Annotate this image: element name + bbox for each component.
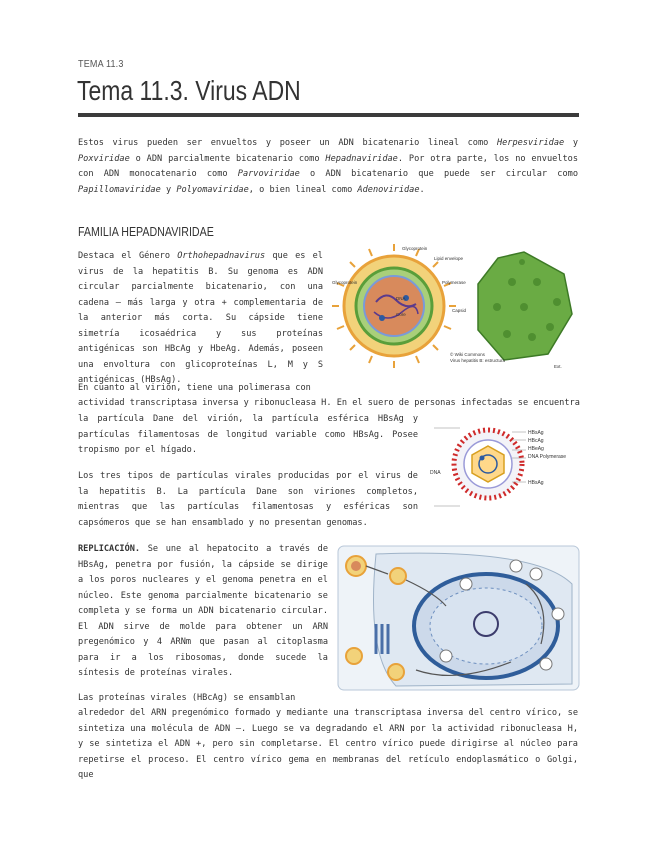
intro-paragraph — [78, 136, 578, 198]
p1-text-2: que es el virus de la hepatitis B. Su genoma es ADN circular parcialmente bicatenario, con una cadena – más larga y otra + complementaria de la anterior más corta. Su cápside tiene simetría icosaédrica y sus proteínas antigénicas son HBcAg y HbeAg. Además, poseen una envoltura con glicoproteínas L, M y S antigénicas (HBsAg). — [78, 251, 323, 385]
topic-label: TEMA 11.3 — [78, 58, 124, 70]
virion-label-6: DNA — [396, 296, 406, 301]
replication-text: Se une al hepatocito a través de HBsAg, penetra por fusión, la cápside se dirige a los poros nucleares y el genoma penetra en el núcleo. Este genoma parcialmente bicatenario se completa y se forma un ADN bicatenario circular. El ADN sirve de molde para obtener un ARN pregenómico y 4 ARNm que pasan al citoplasma para ir a los ribosomas, donde sucede la síntesis de proteínas virales. — [78, 544, 328, 678]
intro-text-5: o ADN bicatenario que puede ser circular como — [299, 169, 578, 179]
particle-label-6: HBsAg — [528, 480, 544, 486]
virion-label-7: Core — [396, 312, 406, 317]
intro-italic-6: Polyomaviridae — [176, 184, 249, 195]
intro-italic-7: Adenoviridae — [357, 184, 420, 195]
intro-text-7: , o bien lineal como — [248, 184, 358, 195]
particle-label-1: HBsAg — [528, 430, 544, 436]
intro-text-8: . — [419, 184, 425, 195]
replication-label: REPLICACIÓN. — [78, 544, 141, 554]
particle-label-5: DNA — [430, 470, 441, 476]
virion-caption-line1: © Wiki Commons — [450, 352, 485, 357]
hbv-particle-figure — [428, 424, 578, 514]
intro-text-2: y — [564, 138, 578, 148]
intro-text-4: . Por otra parte, los no envueltos con ADN monocatenario como — [78, 153, 578, 179]
virion-external-view — [478, 252, 572, 360]
p5-line1: Las proteínas virales (HBcAg) se ensamblan — [78, 693, 296, 703]
intro-italic-5: Papillomaviridae — [78, 184, 161, 195]
paragraph-genome — [78, 249, 323, 389]
intro-text-1: Estos virus pueden ser envueltos y poseer un ADN bicatenario lineal como — [78, 138, 497, 148]
virion-caption-right: Ext. — [554, 364, 562, 369]
virion-label-2: Lipid envelope — [434, 256, 464, 261]
p1-text-1: Destaca el Género — [78, 251, 178, 261]
p5-rest: alrededor del ARN pregenómico formado y mediante una transcriptasa inversa del centro vírico, se sintetiza una molécula de ADN –. Luego se va degradando el ARN por la actividad ribonucleasa H, y se sintetiza el ADN +, pero sin completarse. El centro vírico puede dirigirse al núcleo para repetirse el proceso. El centro vírico gema en membranas del retículo endoplasmático o Golgi, que — [78, 708, 578, 780]
particle-label-3: HBeAg — [528, 446, 544, 452]
title-divider — [78, 113, 579, 117]
paragraph-replication — [78, 542, 328, 682]
virion-caption-line2: Virus hepatitis B: estructura — [450, 358, 505, 363]
p2-line2: actividad transcriptasa inversa y ribonucleasa H. En el suero de personas infectadas se encuentra — [78, 398, 580, 408]
paragraph-particles: Los tres tipos de partículas virales producidas por el virus de la hepatitis B. La partícula Dane son viriones completos, mientras que las partículas filamentosas y esféricas son capsómeros que se han ensamblado y no presentan genomas. — [78, 471, 418, 528]
particle-label-4: DNA Polymerase — [528, 454, 567, 460]
virion-label-1: Glycoprotein — [402, 246, 428, 251]
virion-structure-figure — [332, 242, 582, 372]
p2-rest: la partícula Dane del virión, la partícula esférica HBsAg y partículas filamentosas de longitud variable como HBsAg. Posee tropismo por el hígado. — [78, 414, 418, 455]
p2-line1: En cuanto al virión, tiene una polimerasa con — [78, 383, 311, 393]
intro-italic-4: Parvoviridae — [237, 169, 300, 179]
virion-label-4: Glycoprotein — [332, 280, 358, 285]
section-heading: FAMILIA HEPADNAVIRIDAE — [78, 224, 214, 239]
virion-cross-section — [332, 244, 456, 368]
particle-label-2: HBcAg — [528, 438, 544, 444]
replication-cycle-figure — [336, 544, 581, 692]
intro-italic-1: Herpesviridae — [496, 138, 565, 148]
intro-italic-2: Poxviridae — [78, 153, 130, 164]
intro-text-3: o ADN parcialmente bicatenario como — [129, 153, 326, 164]
virion-label-5: Capsid — [452, 308, 467, 313]
virion-label-3: Polymerase — [442, 280, 466, 285]
intro-italic-3: Hepadnaviridae — [325, 153, 398, 164]
intro-text-6: y — [160, 184, 177, 195]
p1-italic-genus: Orthohepadnavirus — [177, 251, 266, 261]
page-title: Tema 11.3. Virus ADN — [77, 75, 301, 106]
